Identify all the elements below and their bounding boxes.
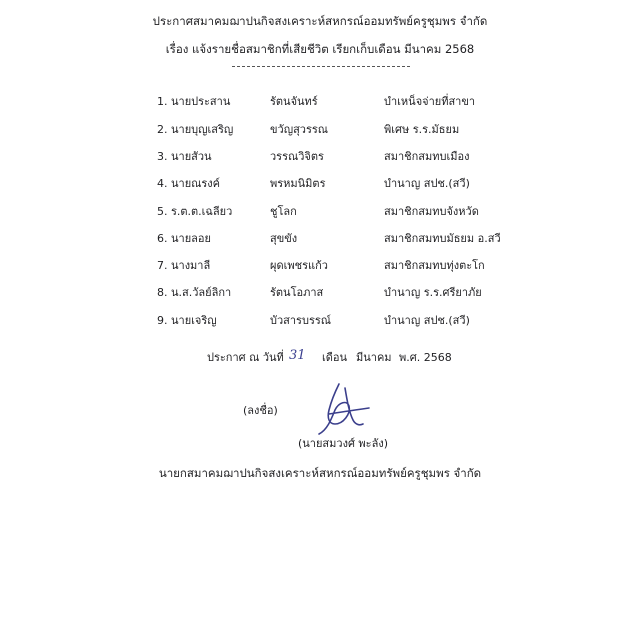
member-position: สมาชิกสมทบทุ่งตะโก [384,259,485,272]
list-item [0,285,640,303]
member-name: 1. นายประสาน [157,95,231,108]
member-name: 9. นายเจริญ [157,314,217,327]
member-name: 5. ร.ต.ต.เฉลียว [157,205,233,218]
document-title: ประกาศสมาคมฌาปนกิจสงเคราะห์สหกรณ์ออมทรัพย์ครูชุมพร จำกัด [152,14,488,28]
member-name: 6. นายลอย [157,232,211,245]
member-position: บำเหน็จจ่ายที่สาขา [384,95,476,108]
member-name: 3. นายสัวน [157,150,212,163]
member-name: 7. นางมาลี [157,259,211,272]
list-item [0,122,640,140]
member-position: บำนาญ สปช.(สวี) [384,314,470,327]
list-item [0,231,640,249]
member-surname: รัตนโอภาส [270,286,324,299]
handwritten-day: 31 [289,348,306,363]
member-position: สมาชิกสมทบมัธยม อ.สวี [384,232,501,245]
list-item [0,94,640,112]
member-name: 4. นายณรงค์ [157,177,220,190]
member-surname: วรรณวิจิตร [270,150,324,163]
month-label: เดือน [322,351,348,364]
sign-label: (ลงชื่อ) [243,404,278,417]
document-subject: เรื่อง แจ้งรายชื่อสมาชิกที่เสียชีวิต เรียกเก็บเดือน มีนาคม 2568 [165,42,475,56]
list-item [0,204,640,222]
signer-name: (นายสมวงศ์ พะลัง) [298,437,388,450]
member-surname: สุขขัง [270,232,298,245]
year-value: พ.ศ. 2568 [399,351,452,364]
member-name: 8. น.ส.วัลย์ลิกา [157,286,232,299]
signer-title: นายกสมาคมฌาปนกิจสงเคราะห์สหกรณ์ออมทรัพย์ครูชุมพร จำกัด [158,466,482,480]
member-surname: บัวสารบรรณ์ [270,314,331,327]
member-surname: ชูโลก [270,205,297,218]
member-position: พิเศษ ร.ร.มัธยม [384,123,460,136]
member-surname: รัตนจันทร์ [270,95,318,108]
list-item [0,258,640,276]
announcement-date [0,350,640,370]
member-name: 2. นายบุญเสริญ [157,123,234,136]
list-item [0,176,640,194]
member-position: บำนาญ ร.ร.ศรียาภัย [384,286,482,299]
list-item [0,149,640,167]
member-position: บำนาญ สปช.(สวี) [384,177,470,190]
member-position: สมาชิกสมทบจังหวัด [384,205,479,218]
date-prefix: ประกาศ ณ วันที่ [207,351,284,364]
member-surname: ขวัญสุวรรณ [270,123,328,136]
dashed-divider [232,66,410,67]
member-position: สมาชิกสมทบเมือง [384,150,470,163]
month-value: มีนาคม [356,351,392,364]
member-surname: ผุดเพชรแก้ว [270,259,328,272]
handwritten-signature-icon [305,380,375,440]
list-item [0,313,640,331]
member-surname: พรหมนิมิตร [270,177,326,190]
